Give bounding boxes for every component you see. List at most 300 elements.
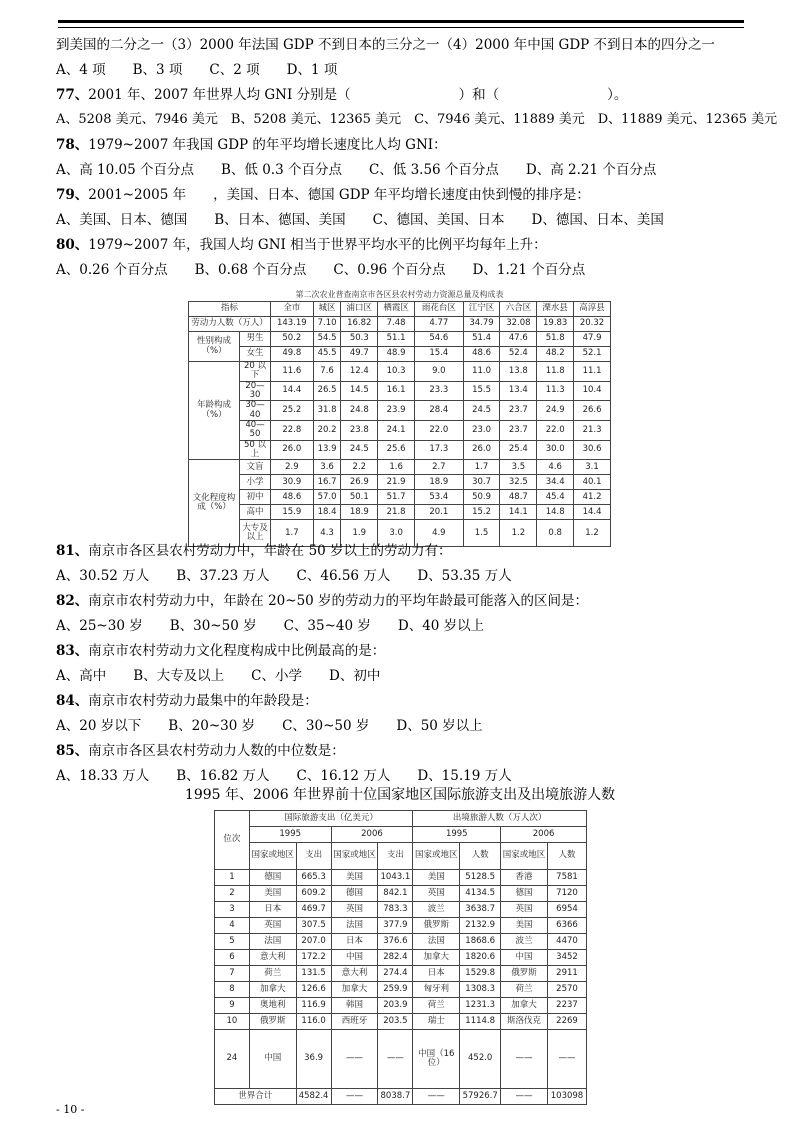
cell: 36.9	[296, 1030, 331, 1089]
row-label: 30—40	[240, 401, 271, 421]
question-text: 南京市各区县农村劳动力人数的中位数是：	[88, 743, 345, 759]
table-row	[189, 421, 611, 441]
option-line: A、高中 B、大专及以上 C、小学 D、初中	[56, 668, 381, 684]
cell: 307.5	[296, 918, 331, 934]
question-number: 84、	[56, 693, 89, 709]
cell: 126.6	[296, 982, 331, 998]
cell: 48.9	[378, 347, 415, 362]
cell: 32.08	[500, 317, 537, 332]
cell: 美国	[501, 918, 548, 934]
cell: 30.6	[574, 440, 611, 460]
cell: 瑞士	[413, 1014, 460, 1030]
table-row	[215, 902, 587, 918]
cell: ——	[378, 1030, 413, 1089]
cell: 31.8	[313, 401, 341, 421]
cell: 172.2	[296, 950, 331, 966]
cell: 16.82	[341, 317, 378, 332]
cell: 57926.7	[460, 1089, 501, 1105]
row-label: 男生	[240, 332, 271, 347]
table-caption: 1995 年、2006 年世界前十位国家地区国际旅游支出及出境旅游人数	[184, 787, 616, 803]
row-label: 女生	[240, 347, 271, 362]
cell: 1043.1	[378, 870, 413, 886]
table-row	[189, 332, 611, 347]
cell: 24.1	[378, 421, 415, 441]
cell: 34.4	[537, 475, 574, 490]
cell: 7581	[547, 870, 586, 886]
cell: ——	[331, 1089, 378, 1105]
question-82	[56, 592, 588, 610]
cell: 3.1	[574, 460, 611, 475]
cell: 2132.9	[460, 918, 501, 934]
cell: 32.5	[500, 475, 537, 490]
cell: 11.3	[537, 381, 574, 401]
option-line: A、18.33 万人 B、16.82 万人 C、16.12 万人 D、15.19 万人	[56, 768, 512, 784]
cell: 10.3	[378, 362, 415, 382]
cell: 452.0	[460, 1030, 501, 1089]
cell: 30.0	[537, 440, 574, 460]
cell: 德国	[249, 870, 296, 886]
cell: 13.8	[500, 362, 537, 382]
table-row	[215, 950, 587, 966]
cell: 15.4	[415, 347, 464, 362]
header-cell: 指标	[189, 302, 271, 317]
cell: 25.2	[271, 401, 314, 421]
cell: 日本	[249, 902, 296, 918]
table-row	[189, 381, 611, 401]
header-cell: 国家或地区	[249, 843, 296, 870]
cell: 8038.7	[378, 1089, 413, 1105]
cell: 26.6	[574, 401, 611, 421]
cell: 25.6	[378, 440, 415, 460]
labor-table	[188, 289, 611, 547]
cell: 14.4	[574, 505, 611, 520]
cell: ——	[501, 1089, 548, 1105]
cell: 韩国	[331, 998, 378, 1014]
cell: 48.7	[500, 490, 537, 505]
cell: 3	[215, 902, 250, 918]
header-cell: 人数	[460, 843, 501, 870]
table-row	[189, 505, 611, 520]
cell: 美国	[331, 870, 378, 886]
row-label: 文盲	[240, 460, 271, 475]
question-text: 南京市农村劳动力中，年龄在 20~50 岁的劳动力的平均年龄最可能落入的区间是：	[88, 593, 589, 609]
text-line: 到美国的二分之一（3）2000 年法国 GDP 不到日本的三分之一（4）2000 年中国 GDP 不到日本的四分之一	[56, 37, 716, 53]
header-cell: 栖霞区	[378, 302, 415, 317]
cell: 22.8	[271, 421, 314, 441]
cell: 207.0	[296, 934, 331, 950]
cell: 俄罗斯	[249, 1014, 296, 1030]
cell: 法国	[413, 934, 460, 950]
row-label: 小学	[240, 475, 271, 490]
cell: 10.4	[574, 381, 611, 401]
cell: 0.8	[537, 520, 574, 547]
cell: 意大利	[249, 950, 296, 966]
cell: 英国	[331, 902, 378, 918]
cell: 美国	[413, 870, 460, 886]
cell: 51.4	[463, 332, 500, 347]
cell: 加拿大	[249, 982, 296, 998]
cell: 中国	[501, 950, 548, 966]
cell: 3.5	[500, 460, 537, 475]
cell: 21.3	[574, 421, 611, 441]
table-header-row	[215, 827, 587, 843]
cell: 377.9	[378, 918, 413, 934]
header-cell: 人数	[547, 843, 586, 870]
cell: 6366	[547, 918, 586, 934]
cell: 3452	[547, 950, 586, 966]
cell: 法国	[331, 918, 378, 934]
header-rule-thin	[58, 27, 744, 28]
cell: 7.6	[313, 362, 341, 382]
table-row	[189, 401, 611, 421]
cell: 22.0	[537, 421, 574, 441]
cell: 116.0	[296, 1014, 331, 1030]
table-row	[215, 966, 587, 982]
cell: 20.2	[313, 421, 341, 441]
cell: 18.9	[341, 505, 378, 520]
cell: 6	[215, 950, 250, 966]
cell: 50.1	[341, 490, 378, 505]
cell: 22.0	[415, 421, 464, 441]
cell: 21.9	[378, 475, 415, 490]
option-line: A、美国、日本、德国 B、日本、德国、美国 C、德国、美国、日本 D、德国、日本、美国	[56, 212, 664, 228]
cell: 荷兰	[501, 982, 548, 998]
cell: 4134.5	[460, 886, 501, 902]
cell: 25.4	[500, 440, 537, 460]
cell: 法国	[249, 934, 296, 950]
header-cell: 支出	[378, 843, 413, 870]
cell: 英国	[501, 902, 548, 918]
cell: 1.2	[574, 520, 611, 547]
cell: 24	[215, 1030, 250, 1089]
cell: 23.9	[378, 401, 415, 421]
cell: 30.9	[271, 475, 314, 490]
cell: 103098	[547, 1089, 586, 1105]
header-cell: 1995	[413, 827, 501, 843]
table-row	[215, 1089, 587, 1105]
cell: 3.0	[378, 520, 415, 547]
cell: 34.79	[463, 317, 500, 332]
cell: 荷兰	[249, 966, 296, 982]
cell: 51.8	[537, 332, 574, 347]
cell: 50.2	[271, 332, 314, 347]
cell: 1.5	[463, 520, 500, 547]
cell: 52.4	[500, 347, 537, 362]
cell: 23.3	[415, 381, 464, 401]
cell: 203.9	[378, 998, 413, 1014]
cell: 11.1	[574, 362, 611, 382]
cell: 23.8	[341, 421, 378, 441]
cell: 11.6	[271, 362, 314, 382]
question-number: 81、	[56, 543, 89, 559]
question-number: 79、	[56, 187, 89, 203]
question-text: 2001~2005 年 ，美国、日本、德国 GDP 年平均增长速度由快到慢的排序是：	[88, 187, 590, 203]
cell: 波兰	[413, 902, 460, 918]
cell: 加拿大	[501, 998, 548, 1014]
question-number: 82、	[56, 593, 89, 609]
header-cell: 溧水县	[537, 302, 574, 317]
cell: 18.9	[415, 475, 464, 490]
cell: 1308.3	[460, 982, 501, 998]
cell: 1820.6	[460, 950, 501, 966]
table-header-row	[215, 811, 587, 827]
cell: 51.1	[378, 332, 415, 347]
cell: 17.3	[415, 440, 464, 460]
cell: 24.5	[463, 401, 500, 421]
cell: 10	[215, 1014, 250, 1030]
header-cell: 国家或地区	[413, 843, 460, 870]
cell: 4	[215, 918, 250, 934]
header-cell: 1995	[249, 827, 331, 843]
cell: 香港	[501, 870, 548, 886]
question-83	[56, 642, 385, 660]
cell: 美国	[249, 886, 296, 902]
cell: 57.0	[313, 490, 341, 505]
option-line: A、20 岁以下 B、20~30 岁 C、30~50 岁 D、50 岁以上	[56, 718, 483, 734]
header-cell: 国家或地区	[501, 843, 548, 870]
cell: 26.5	[313, 381, 341, 401]
cell: 50.3	[341, 332, 378, 347]
row-label: 20—30	[240, 381, 271, 401]
table-row	[189, 362, 611, 382]
cell: 30.7	[463, 475, 500, 490]
page-number: - 10 -	[56, 1103, 85, 1116]
table-row	[189, 475, 611, 490]
cell: 2237	[547, 998, 586, 1014]
header-cell: 国家或地区	[331, 843, 378, 870]
question-79	[56, 186, 590, 204]
question-text: 南京市农村劳动力最集中的年龄段是：	[88, 693, 318, 709]
cell: 23.0	[463, 421, 500, 441]
table-row	[215, 918, 587, 934]
cell: 7.48	[378, 317, 415, 332]
question-85	[56, 742, 345, 760]
cell: 13.4	[500, 381, 537, 401]
cell: 11.0	[463, 362, 500, 382]
cell: 斯洛伐克	[501, 1014, 548, 1030]
question-number: 85、	[56, 743, 89, 759]
cell: 1.9	[341, 520, 378, 547]
table-row	[215, 982, 587, 998]
cell: 4470	[547, 934, 586, 950]
row-label: 50 以上	[240, 440, 271, 460]
cell: 德国	[501, 886, 548, 902]
cell: 1114.8	[460, 1014, 501, 1030]
question-77	[56, 86, 627, 104]
cell: 1.6	[378, 460, 415, 475]
cell: 18.4	[313, 505, 341, 520]
cell: 9.0	[415, 362, 464, 382]
cell: 48.6	[463, 347, 500, 362]
cell: 英国	[413, 886, 460, 902]
header-cell: 浦口区	[341, 302, 378, 317]
header-cell: 出境旅游人数（万人次）	[413, 811, 587, 827]
cell: 7	[215, 966, 250, 982]
cell: 1.7	[271, 520, 314, 547]
table-row	[215, 1030, 587, 1089]
cell: 609.2	[296, 886, 331, 902]
row-label: 40—50	[240, 421, 271, 441]
cell: 匈牙利	[413, 982, 460, 998]
option-line: A、0.26 个百分点 B、0.68 个百分点 C、0.96 个百分点 D、1.21 个百分点	[56, 262, 586, 278]
header-cell: 支出	[296, 843, 331, 870]
cell: 15.9	[271, 505, 314, 520]
cell: 3.6	[313, 460, 341, 475]
cell: 16.1	[378, 381, 415, 401]
cell: 665.3	[296, 870, 331, 886]
cell: 14.5	[341, 381, 378, 401]
cell: 日本	[413, 966, 460, 982]
cell: 53.4	[415, 490, 464, 505]
cell: 13.9	[313, 440, 341, 460]
cell: 26.9	[341, 475, 378, 490]
option-line: A、25~30 岁 B、30~50 岁 C、35~40 岁 D、40 岁以上	[56, 618, 485, 634]
question-78	[56, 136, 447, 154]
cell: 日本	[331, 934, 378, 950]
table-row	[189, 490, 611, 505]
cell: 4582.4	[296, 1089, 331, 1105]
cell: 奥地利	[249, 998, 296, 1014]
cell: 45.5	[313, 347, 341, 362]
cell: 6954	[547, 902, 586, 918]
cell: 40.1	[574, 475, 611, 490]
header-cell: 2006	[331, 827, 413, 843]
question-number: 78、	[56, 137, 89, 153]
option-line: A、5208 美元、7946 美元 B、5208 美元、12365 美元 C、7946 美元、11889 美元 D、11889 美元、12365 美元	[56, 112, 778, 127]
cell: 2911	[547, 966, 586, 982]
cell: 48.6	[271, 490, 314, 505]
row-label: 世界合计	[215, 1089, 297, 1105]
cell: 5128.5	[460, 870, 501, 886]
row-label: 劳动力人数（万人）	[189, 317, 271, 332]
cell: 8	[215, 982, 250, 998]
cell: 41.2	[574, 490, 611, 505]
row-label: 高中	[240, 505, 271, 520]
cell: 51.7	[378, 490, 415, 505]
cell: 47.9	[574, 332, 611, 347]
cell: 2269	[547, 1014, 586, 1030]
cell: 4.6	[537, 460, 574, 475]
cell: 49.7	[341, 347, 378, 362]
cell: 英国	[249, 918, 296, 934]
header-cell: 全市	[271, 302, 314, 317]
header-cell: 江宁区	[463, 302, 500, 317]
table-row	[215, 934, 587, 950]
cell: 12.4	[341, 362, 378, 382]
question-80	[56, 236, 547, 254]
cell: 282.4	[378, 950, 413, 966]
cell: 24.9	[537, 401, 574, 421]
group-label: 文化程度构成（%）	[189, 460, 240, 547]
cell: 1.7	[463, 460, 500, 475]
cell: 131.5	[296, 966, 331, 982]
table-header-row	[215, 843, 587, 870]
cell: 23.7	[500, 401, 537, 421]
cell: 47.6	[500, 332, 537, 347]
cell: 20.32	[574, 317, 611, 332]
row-label: 20 以下	[240, 362, 271, 382]
tourism-table	[214, 810, 587, 1105]
cell: 48.2	[537, 347, 574, 362]
cell: 14.1	[500, 505, 537, 520]
question-81	[56, 542, 452, 560]
cell: 28.4	[415, 401, 464, 421]
table-row	[189, 460, 611, 475]
cell: 45.4	[537, 490, 574, 505]
question-84	[56, 692, 318, 710]
cell: 2.2	[341, 460, 378, 475]
option-line: A、30.52 万人 B、37.23 万人 C、46.56 万人 D、53.35 万人	[56, 568, 512, 584]
cell: 19.83	[537, 317, 574, 332]
cell: ——	[413, 1089, 460, 1105]
header-cell: 城区	[313, 302, 341, 317]
cell: 波兰	[501, 934, 548, 950]
cell: 783.3	[378, 902, 413, 918]
cell: 西班牙	[331, 1014, 378, 1030]
option-line: A、高 10.05 个百分点 B、低 0.3 个百分点 C、低 3.56 个百分点 D、高 2.21 个百分点	[56, 162, 657, 178]
cell: 469.7	[296, 902, 331, 918]
cell: 俄罗斯	[413, 918, 460, 934]
header-cell: 雨花台区	[415, 302, 464, 317]
cell: 中国（16 位）	[413, 1030, 460, 1089]
cell: 116.9	[296, 998, 331, 1014]
cell: 26.0	[271, 440, 314, 460]
table-row	[189, 347, 611, 362]
table-row	[215, 870, 587, 886]
row-label: 大专及以上	[240, 520, 271, 547]
cell: ——	[331, 1030, 378, 1089]
cell: 15.2	[463, 505, 500, 520]
cell: 9	[215, 998, 250, 1014]
cell: 274.4	[378, 966, 413, 982]
row-label: 初中	[240, 490, 271, 505]
cell: 加拿大	[413, 950, 460, 966]
cell: 15.5	[463, 381, 500, 401]
cell: 203.5	[378, 1014, 413, 1030]
cell: 11.8	[537, 362, 574, 382]
question-number: 77、	[56, 87, 89, 103]
question-number: 80、	[56, 237, 89, 253]
table-row	[189, 440, 611, 460]
cell: 24.5	[341, 440, 378, 460]
cell: 52.1	[574, 347, 611, 362]
table-title: 第二次农业普查南京市各区县农村劳动力资源总量及构成表	[295, 289, 504, 299]
question-text: 2001 年、2007 年世界人均 GNI 分别是（ ）和（ ）。	[88, 87, 628, 103]
cell: 4.9	[415, 520, 464, 547]
cell: 1231.3	[460, 998, 501, 1014]
cell: 7120	[547, 886, 586, 902]
cell: 54.5	[313, 332, 341, 347]
cell: 14.8	[537, 505, 574, 520]
cell: 26.0	[463, 440, 500, 460]
table-row	[215, 886, 587, 902]
table-header-row	[189, 302, 611, 317]
cell: 中国	[331, 950, 378, 966]
cell: 4.77	[415, 317, 464, 332]
table-row	[189, 317, 611, 332]
question-text: 1979~2007 年我国 GDP 的年平均增长速度比人均 GNI：	[88, 137, 447, 153]
cell: 14.4	[271, 381, 314, 401]
cell: 20.1	[415, 505, 464, 520]
question-text: 南京市农村劳动力文化程度构成中比例最高的是：	[88, 643, 386, 659]
cell: 24.8	[341, 401, 378, 421]
header-cell: 位次	[215, 811, 250, 870]
cell: 1	[215, 870, 250, 886]
cell: 4.3	[313, 520, 341, 547]
header-rule-thick	[58, 20, 744, 23]
cell: 1.2	[500, 520, 537, 547]
header-cell: 高淳县	[574, 302, 611, 317]
